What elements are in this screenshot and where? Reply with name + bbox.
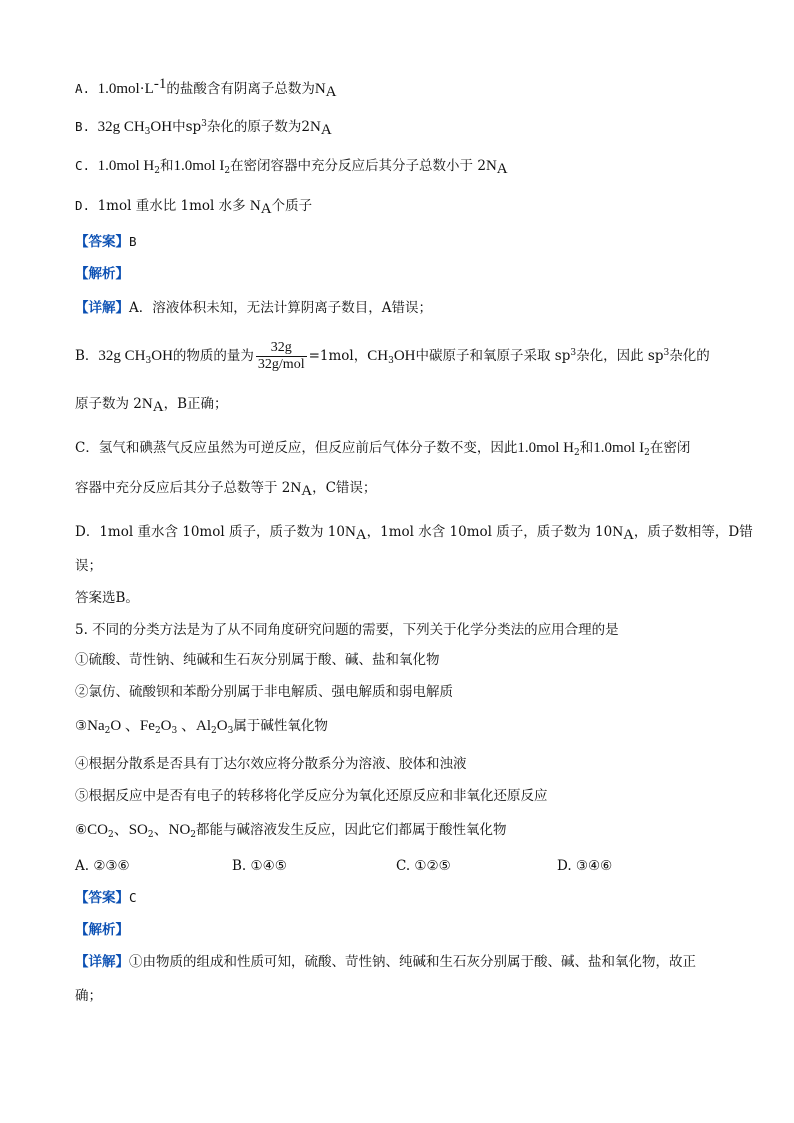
analysis-tag: 【解析】	[75, 266, 129, 282]
detail-text: C．氢气和碘蒸气反应虽然为可逆反应，但反应前后气体分子数不变，因此	[75, 440, 518, 456]
detail-1-c-cont	[75, 478, 734, 501]
q5-item-6: $⑥CO_2$、$SO_2$、$NO_2$都能与碱溶液发生反应，因此它们都属于酸性氧化物	[75, 822, 507, 840]
detail-tag: 【详解】	[75, 954, 129, 970]
subscript: A	[301, 483, 313, 499]
statement: ②氯仿、硫酸钡和苯酚分别属于非电解质、强电解质和弱电解质	[75, 684, 453, 700]
option-text: 1mol 重水比 1mol 水多	[97, 198, 246, 214]
detail-text: 原子数为 2	[75, 396, 142, 412]
detail-text: 答案选B。	[75, 590, 139, 606]
detail-2-line-1	[75, 952, 734, 972]
detail-text: A．溶液体积未知，无法计算阴离子数目，A错误；	[129, 300, 432, 316]
detail-text: ，1mol 水含 10mol 质子，质子数为 10	[366, 524, 613, 540]
avogadro-symbol: N	[249, 198, 261, 214]
question-stem: 5. 不同的分类方法是为了从不同角度研究问题的需要，下列关于化学分类法的应用合理的是	[75, 622, 619, 638]
q4-option-c	[75, 156, 734, 181]
detail-text: ，B正确；	[163, 396, 228, 412]
q4-option-a	[75, 74, 734, 102]
subscript: 3	[144, 127, 151, 137]
answer-tag: 【答案】	[75, 890, 129, 906]
statement: ④根据分散系是否具有丁达尔效应将分散系分为溶液、胶体和浊液	[75, 756, 467, 772]
detail-text: ，质子数相等，D错	[633, 524, 753, 540]
formula: 32g CH	[97, 119, 145, 135]
option-text: 中sp	[172, 119, 202, 135]
analysis-tag: 【解析】	[75, 922, 129, 938]
option-b: B. ①④⑤	[232, 858, 287, 874]
formula: 1.0mol H	[97, 158, 155, 174]
detail-2-line-2	[75, 986, 734, 1006]
q4-option-b	[75, 114, 734, 142]
fraction	[256, 340, 307, 373]
subscript: A	[152, 399, 164, 415]
detail-text: 在密闭	[649, 440, 691, 456]
detail-text: 和	[579, 440, 594, 456]
detail-1-b: B．32g $CH_3OH$的物质的量为 $\frac{32g}{\text{32g/mol}}$ =1mol，$CH_3OH$中碳原子和氧原子采取 $sp^3$杂化，因此 $sp^3$杂化的	[75, 340, 710, 372]
formula: O	[160, 718, 172, 734]
avogadro-symbol: N	[309, 119, 321, 135]
detail-1-d-cont	[75, 556, 734, 576]
formula: OH	[151, 348, 173, 364]
formula: O 、Fe	[110, 718, 155, 734]
answer-value: B	[129, 234, 137, 249]
option-text: 的盐酸含有阴离子总数为	[166, 81, 315, 97]
detail-text: 中碳原子和氧原子采取 sp	[415, 348, 571, 364]
subscript: A	[623, 527, 634, 543]
q5-item-5	[75, 786, 734, 806]
statement: ⑥	[75, 822, 88, 838]
avogadro-symbol: N	[314, 81, 326, 97]
formula: OH	[150, 119, 173, 135]
formula: Na	[87, 718, 105, 734]
detail-text: ，C错误；	[312, 480, 377, 496]
detail-1-b-cont	[75, 394, 734, 417]
q5-stem	[75, 620, 734, 640]
detail-tag: 【详解】	[75, 300, 129, 316]
subscript: A	[320, 122, 332, 138]
q4-option-d	[75, 196, 734, 219]
option-c: C. ①②⑤	[396, 858, 451, 874]
fraction-numerator: 32g	[256, 340, 307, 357]
statement: ③	[75, 718, 88, 734]
formula: CO	[87, 822, 108, 838]
q5-item-2	[75, 682, 734, 702]
answer-line-2	[75, 888, 734, 908]
answer-line-1	[75, 232, 734, 252]
detail-text: 杂化，因此 sp	[576, 348, 664, 364]
detail-text: 误；	[75, 558, 102, 574]
subscript: 2	[224, 166, 231, 176]
formula: 、SO	[113, 822, 148, 838]
formula: 、Al	[177, 718, 212, 734]
detail-text: 杂化的	[669, 348, 710, 364]
answer-tag: 【答案】	[75, 234, 129, 250]
superscript: -1	[153, 76, 167, 92]
formula: 32g CH	[98, 348, 146, 364]
option-text: 和	[159, 158, 174, 174]
formula: 1.0mol I	[173, 158, 225, 174]
detail-text: =1mol，	[308, 348, 368, 364]
analysis-heading-1	[75, 264, 734, 284]
avogadro-symbol: N	[344, 524, 356, 540]
q5-item-1	[75, 650, 734, 670]
answer-choice-1	[75, 588, 734, 608]
analysis-heading-2	[75, 920, 734, 940]
avogadro-symbol: N	[612, 524, 624, 540]
formula: O	[216, 718, 228, 734]
option-text: 杂化的原子数为2	[206, 119, 310, 135]
statement: 属于碱性氧化物	[233, 718, 328, 734]
avogadro-symbol: N	[290, 480, 302, 496]
option-letter: B.	[75, 119, 98, 134]
detail-1-a	[75, 298, 734, 318]
fraction-denominator: 32g/mol	[257, 357, 305, 372]
detail-1-c: C．氢气和碘蒸气反应虽然为可逆反应，但反应前后气体分子数不变，因此1.0mol $H_2$和1.0mol $I_2$在密闭	[75, 440, 691, 458]
detail-1-d	[75, 522, 753, 545]
subscript: A	[355, 527, 367, 543]
subscript: 2	[154, 166, 160, 176]
option-letter: A.	[75, 81, 98, 96]
q5-item-3: $③Na_2O$ 、$Fe_2O_3$ 、$Al_2O_3$属于碱性氧化物	[75, 718, 328, 736]
option-letter: D.	[75, 198, 98, 213]
formula: OH	[393, 348, 416, 364]
detail-text: 确；	[75, 988, 102, 1004]
detail-text: B．	[75, 348, 99, 364]
statement: ⑤根据反应中是否有电子的转移将化学反应分为氧化还原反应和非氧化还原反应	[75, 788, 548, 804]
option-letter: C.	[75, 158, 98, 173]
formula: CH	[367, 348, 389, 364]
detail-text: ①由物质的组成和性质可知，硫酸、苛性钠、纯碱和生石灰分别属于酸、碱、盐和氧化物，故正	[129, 954, 696, 970]
option-text: 在密闭容器中充分反应后其分子总数小于 2	[230, 158, 486, 174]
option-d: D. ③④⑥	[557, 858, 613, 874]
subscript: A	[260, 201, 272, 217]
avogadro-symbol: N	[141, 396, 153, 412]
subscript: A	[325, 84, 337, 100]
answer-value: C	[129, 890, 137, 905]
subscript: A	[496, 161, 508, 177]
detail-text: D．1mol 重水含 10mol 质子，质子数为 10	[75, 524, 345, 540]
avogadro-symbol: N	[485, 158, 497, 174]
detail-text: 容器中充分反应后其分子总数等于 2	[75, 480, 291, 496]
statement: ①硫酸、苛性钠、纯碱和生石灰分别属于酸、碱、盐和氧化物	[75, 652, 440, 668]
option-a: A. ②③⑥	[75, 858, 130, 874]
formula: 1.0mol H	[517, 440, 575, 456]
detail-text: 的物质的量为	[172, 348, 254, 364]
formula: 1.0mol·L	[97, 81, 154, 97]
superscript: 3	[201, 119, 207, 129]
formula: 1.0mol I	[593, 440, 645, 456]
formula: 、NO	[153, 822, 191, 838]
statement: 都能与碱溶液发生反应，因此它们都属于酸性氧化物	[196, 822, 507, 838]
option-text: 个质子	[271, 198, 313, 214]
q5-item-4	[75, 754, 734, 774]
